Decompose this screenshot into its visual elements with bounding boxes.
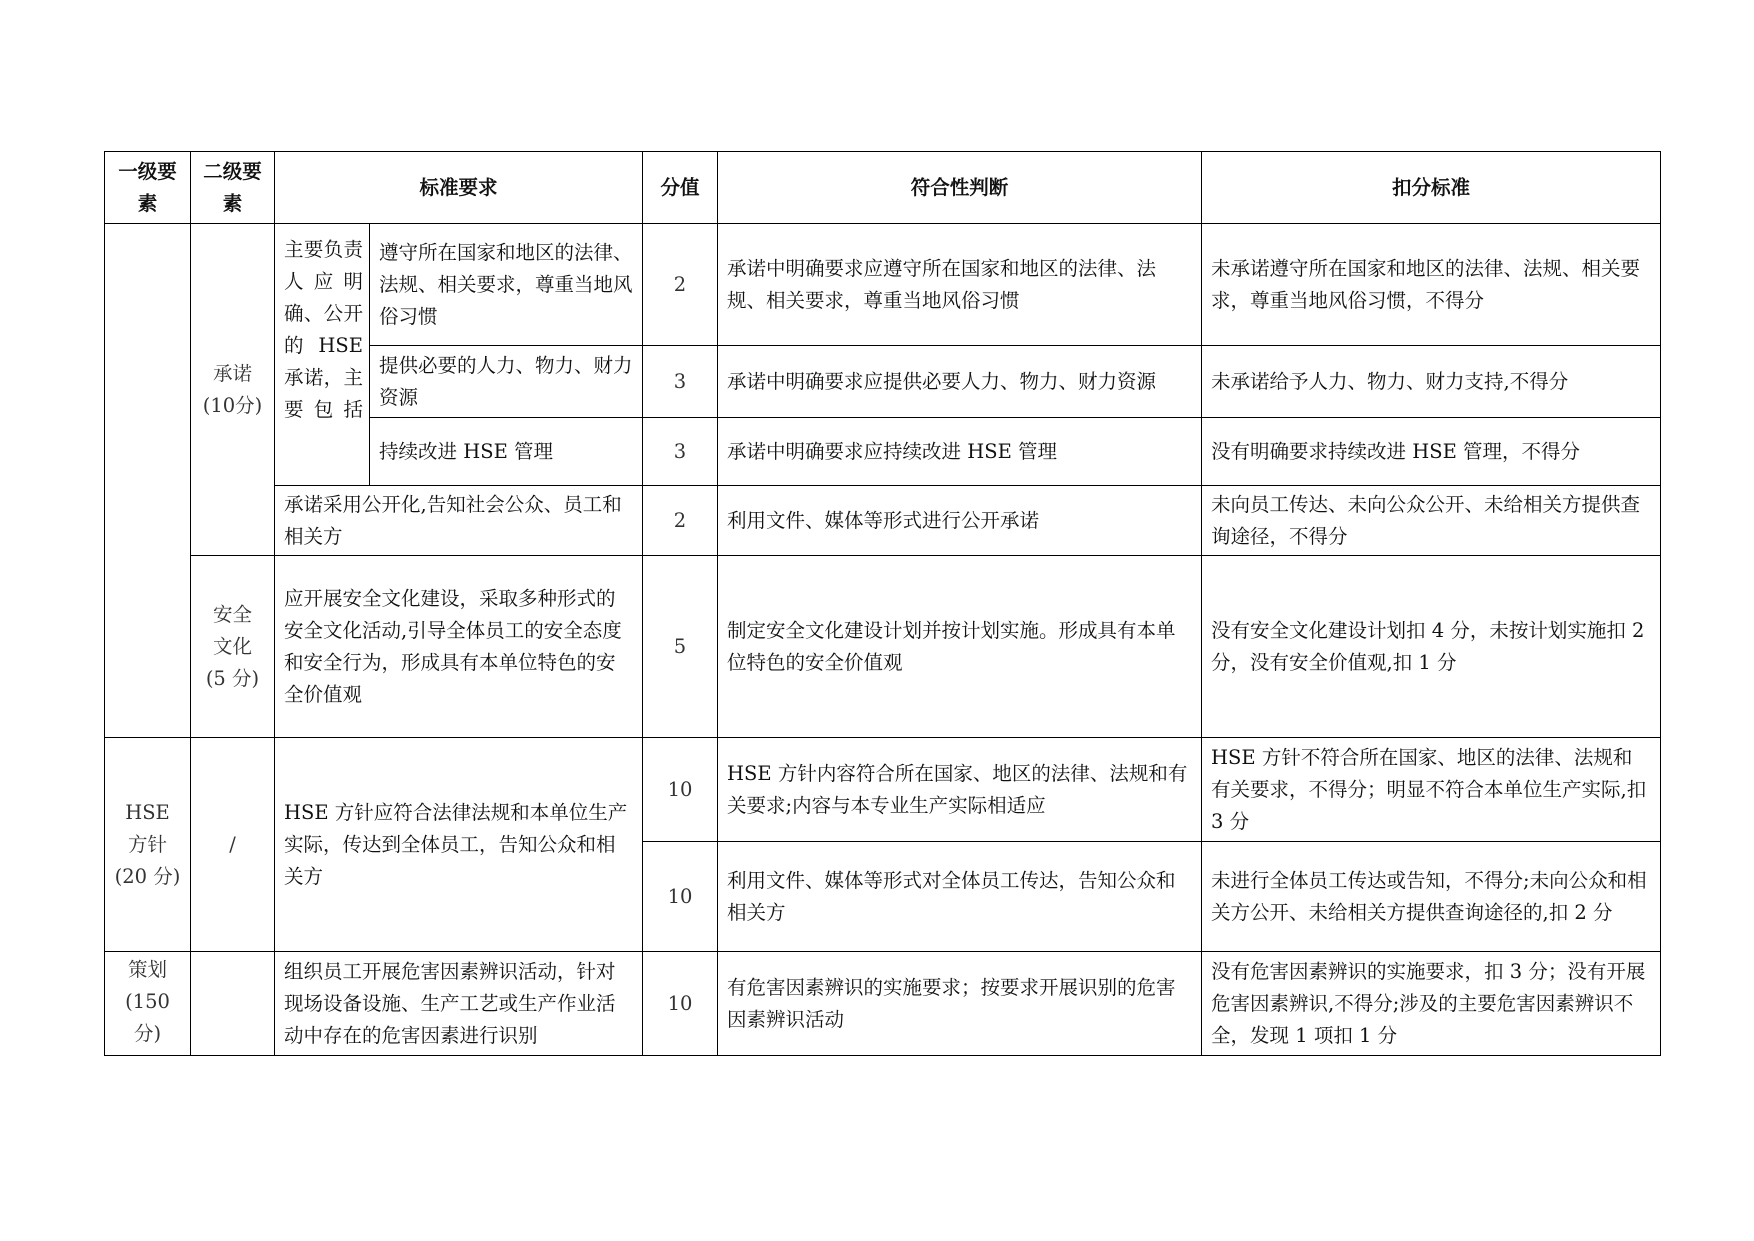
header-standard: 标准要求 [275,152,643,224]
table-row [105,738,1661,842]
table-row [105,556,1661,738]
header-judgment: 符合性判断 [718,152,1202,224]
culture-score: 5 [643,556,718,738]
level1-planning [105,952,191,1056]
commitment-main-requirement: 主要负责人应明确、公开的HSE承诺，主要包括 [275,224,370,486]
table-row [105,952,1661,1056]
planning-judgment: 有危害因素辨识的实施要求；按要求开展识别的危害因素辨识活动 [718,952,1202,1056]
commitment-item-score: 3 [643,418,718,486]
level2-planning-empty [191,952,275,1056]
commitment-item-requirement: 持续改进 HSE 管理 [370,418,643,486]
commitment-public-score: 2 [643,486,718,556]
culture-score-label: (5 分) [205,666,260,690]
commitment-item-score: 2 [643,224,718,346]
commitment-item-score: 3 [643,346,718,418]
policy-judgment: HSE 方针内容符合所在国家、地区的法律、法规和有关要求;内容与本专业生产实际相适应 [718,738,1202,842]
header-score: 分值 [643,152,718,224]
culture-deduction: 没有安全文化建设计划扣 4 分，未按计划实施扣 2 分，没有安全价值观,扣 1 分 [1202,556,1661,738]
commitment-item-judgment: 承诺中明确要求应遵守所在国家和地区的法律、法规、相关要求，尊重当地风俗习惯 [718,224,1202,346]
commitment-public-judgment: 利用文件、媒体等形式进行公开承诺 [718,486,1202,556]
header-level2: 二级要素 [191,152,275,224]
commitment-item-deduction: 未承诺遵守所在国家和地区的法律、法规、相关要求，尊重当地风俗习惯，不得分 [1202,224,1661,346]
commitment-public-deduction: 未向员工传达、未向公众公开、未给相关方提供查询途径，不得分 [1202,486,1661,556]
commitment-item-judgment: 承诺中明确要求应持续改进 HSE 管理 [718,418,1202,486]
commitment-label: 承诺 [212,361,252,385]
level1-empty-cell [105,224,191,738]
hse-standard-table [104,151,1661,1056]
culture-requirement: 应开展安全文化建设，采取多种形式的安全文化活动,引导全体员工的安全态度和安全行为，形成具有本单位特色的安全价值观 [275,556,643,738]
table-row [105,224,1661,346]
policy-score: 10 [643,738,718,842]
policy-score-label: (20 分) [114,864,181,888]
commitment-item-deduction: 未承诺给予人力、物力、财力支持,不得分 [1202,346,1661,418]
header-deduction: 扣分标准 [1202,152,1661,224]
commitment-item-deduction: 没有明确要求持续改进 HSE 管理，不得分 [1202,418,1661,486]
commitment-item-requirement: 遵守所在国家和地区的法律、法规、相关要求，尊重当地风俗习惯 [370,224,643,346]
planning-score-label: (150 分) [125,990,170,1045]
level1-policy [105,738,191,952]
culture-label-b: 文化 [212,634,252,658]
policy-requirement: HSE 方针应符合法律法规和本单位生产实际，传达到全体员工，告知公众和相关方 [275,738,643,952]
policy-judgment: 利用文件、媒体等形式对全体员工传达，告知公众和相关方 [718,842,1202,952]
planning-score: 10 [643,952,718,1056]
culture-judgment: 制定安全文化建设计划并按计划实施。形成具有本单位特色的安全价值观 [718,556,1202,738]
policy-deduction: 未进行全体员工传达或告知，不得分;未向公众和相关方公开、未给相关方提供查询途径的,扣 2 分 [1202,842,1661,952]
commitment-item-requirement: 提供必要的人力、物力、财力资源 [370,346,643,418]
planning-requirement: 组织员工开展危害因素辨识活动，针对现场设备设施、生产工艺或生产作业活动中存在的危害因素进行识别 [275,952,643,1056]
commitment-public-requirement: 承诺采用公开化,告知社会公众、员工和相关方 [275,486,643,556]
header-level1: 一级要素 [105,152,191,224]
policy-label-b: 方针 [127,832,167,856]
level2-policy: / [191,738,275,952]
level2-culture [191,556,275,738]
commitment-item-judgment: 承诺中明确要求应提供必要人力、物力、财力资源 [718,346,1202,418]
commitment-score-label: (10分) [202,393,263,417]
culture-label-a: 安全 [212,602,252,626]
policy-score: 10 [643,842,718,952]
policy-deduction: HSE 方针不符合所在国家、地区的法律、法规和有关要求，不得分；明显不符合本单位生产实际,扣 3 分 [1202,738,1661,842]
header-row [105,152,1661,224]
planning-deduction: 没有危害因素辨识的实施要求，扣 3 分；没有开展危害因素辨识,不得分;涉及的主要危害因素辨识不全，发现 1 项扣 1 分 [1202,952,1661,1056]
policy-label-a: HSE [125,800,170,824]
planning-label: 策划 [127,958,167,981]
level2-commitment [191,224,275,556]
table-row [105,486,1661,556]
